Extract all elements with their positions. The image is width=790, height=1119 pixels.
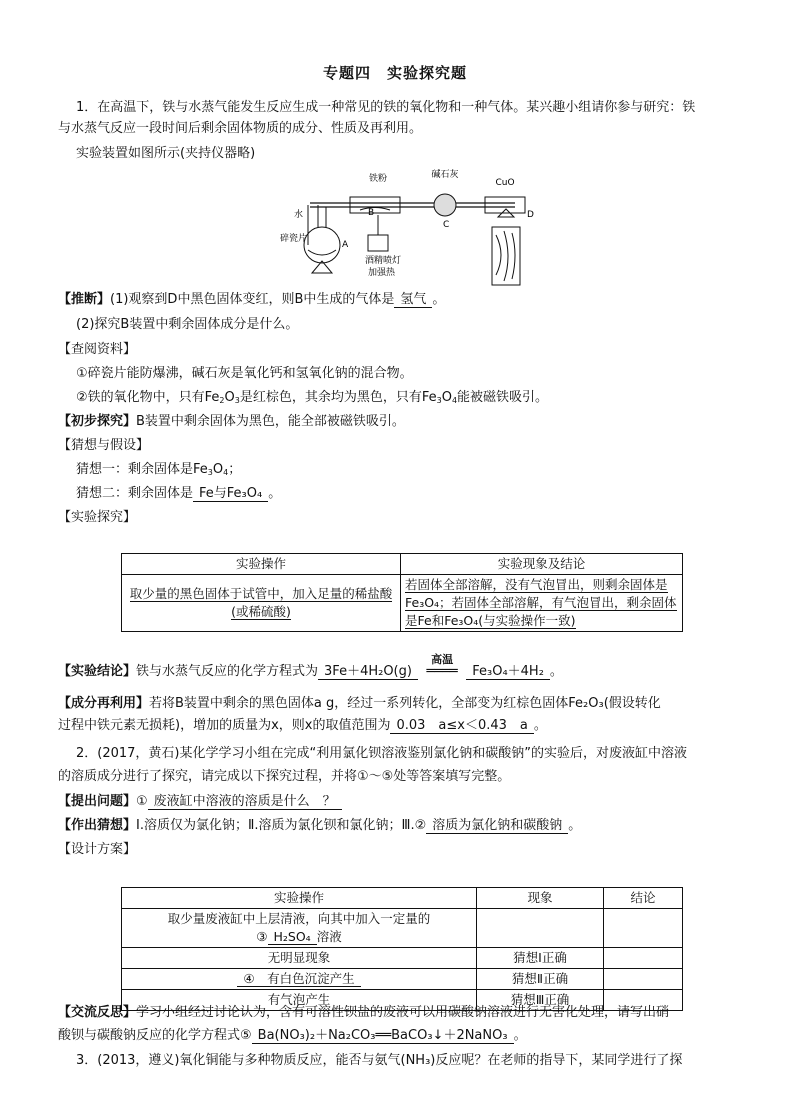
q2-table-header-op: 实验操作 bbox=[122, 888, 477, 909]
apparatus-diagram bbox=[280, 165, 540, 290]
reuse-line1: 【成分再利用】若将B装置中剩余的黑色固体a g，经过一系列转化，全部变为红棕色固体Fe₂O₃(假设转化 bbox=[58, 696, 661, 711]
initial-line: 【初步探究】B装置中剩余固体为黑色，能全部被磁铁吸引。 bbox=[58, 414, 405, 429]
q1-table-result: 若固体全部溶解，没有气泡冒出，则剩余固体是Fe₃O₄；若固体全部溶解，有气泡冒出，剩余固体是Fe和Fe₃O₄(与实验操作一致) bbox=[401, 575, 683, 632]
q2-ask-line: 【提出问题】① 废液缸中溶液的溶质是什么 ？ bbox=[58, 792, 750, 812]
iron-powder-label: 铁粉 bbox=[368, 174, 388, 184]
q2-line1: 2．(2017，黄石)某化学学习小组在完成“利用氯化钡溶液鉴别氯化钠和碳酸钠”的实验后，对废液缸中溶液 bbox=[76, 746, 687, 761]
infer2-line: (2)探究B装置中剩余固体成分是什么。 bbox=[76, 317, 299, 332]
q1-line1: 1．在高温下，铁与水蒸气能发生反应生成一种常见的铁的氧化物和一种气体。某兴趣小组请你参与研究：铁 bbox=[76, 100, 696, 115]
q2-guess-line: 【作出猜想】Ⅰ.溶质仅为氯化钠；Ⅱ.溶质为氯化钡和氯化钠；Ⅲ.② 溶质为氯化钠和碳酸钠 。 bbox=[58, 818, 582, 833]
ref-label: 【查阅资料】 bbox=[58, 342, 137, 357]
guess2-line: 猜想二：剩余固体是 Fe与Fe₃O₄ 。 bbox=[76, 486, 282, 501]
q2-table-op: 取少量废液缸中上层清液，向其中加入一定量的 ③ H₂SO₄ 溶液 bbox=[122, 909, 477, 948]
q2-reflect-line2: 酸钡与碳酸钠反应的化学方程式⑤ Ba(NO₃)₂＋Na₂CO₃══BaCO₃↓＋2NaNO₃ 。 bbox=[58, 1028, 527, 1043]
q1-table-header-result: 实验现象及结论 bbox=[401, 554, 683, 575]
water-label: 水 bbox=[294, 210, 304, 220]
q1-table bbox=[121, 553, 683, 632]
page-title: 专题四 实验探究题 bbox=[322, 64, 467, 82]
infer-line: 【推断】(1)观察到D中黑色固体变红，则B中生成的气体是 氢气 。 bbox=[58, 292, 446, 307]
ref2-line: ②铁的氧化物中，只有$Fe_2O_3$是红棕色，其余均为黑色，只有$Fe_3O_4$能被磁铁吸引。 bbox=[76, 390, 549, 405]
q2-table-header-concl: 结论 bbox=[604, 888, 683, 909]
soda-lime-label: 碱石灰 bbox=[431, 170, 459, 180]
q1-table-header-op: 实验操作 bbox=[122, 554, 401, 575]
lamp-label-2: 加强热 bbox=[368, 268, 396, 278]
exp-label: 【实验探究】 bbox=[58, 510, 137, 525]
q2-reflect-line1: 【交流反思】学习小组经过讨论认为，含有可溶性钡盐的废液可以用碳酸钠溶液进行无害化处理，请写出硝 bbox=[58, 1005, 670, 1020]
label-b: B bbox=[368, 208, 375, 218]
table-row: 无明显现象 猜想Ⅰ正确 bbox=[122, 948, 683, 969]
q1-table-op: 取少量的黑色固体于试管中，加入足量的稀盐酸(或稀硫酸) bbox=[122, 575, 401, 632]
guess-label: 【猜想与假设】 bbox=[58, 438, 150, 453]
table-row: ④ 有白色沉淀产生 猜想Ⅱ正确 bbox=[122, 969, 683, 990]
porcelain-label: 碎瓷片 bbox=[280, 234, 308, 244]
conclusion-line: 【实验结论】铁与水蒸气反应的化学方程式为 3Fe＋4H₂O(g) 高温 ════ Fe₃O₄＋4H₂ 。 bbox=[58, 653, 563, 679]
q2-table bbox=[121, 887, 683, 1011]
q1-line2: 与水蒸气反应一段时间后剩余固体物质的成分、性质及再利用。 bbox=[58, 121, 423, 136]
ref1-line: ①碎瓷片能防爆沸，碱石灰是氧化钙和氢氧化钠的混合物。 bbox=[76, 366, 413, 381]
q2-line2: 的溶质成分进行了探究，请完成以下探究过程，并将①～⑤处等答案填写完整。 bbox=[58, 769, 511, 784]
lamp-label-1: 酒精喷灯 bbox=[365, 256, 402, 266]
reuse-line2: 过程中铁元素无损耗)，增加的质量为x，则x的取值范围为 0.03 a≤x＜0.43 a 。 bbox=[58, 718, 547, 733]
label-d: D bbox=[527, 210, 534, 220]
q1-line3: 实验装置如图所示(夹持仪器略) bbox=[76, 146, 256, 161]
label-a: A bbox=[342, 240, 349, 250]
q2-table-header-obs: 现象 bbox=[477, 888, 604, 909]
cuo-label: CuO bbox=[495, 178, 515, 188]
table-row: 有气泡产生 猜想Ⅲ正确 bbox=[122, 990, 683, 1011]
q2-design-label: 【设计方案】 bbox=[58, 842, 137, 857]
q3-line1: 3．(2013，遵义)氧化铜能与多种物质反应，能否与氨气(NH₃)反应呢？在老师的指导下，某同学进行了探 bbox=[76, 1053, 683, 1068]
guess1-line: 猜想一：剩余固体是$Fe_3O_4$； bbox=[76, 462, 242, 477]
label-c: C bbox=[443, 220, 450, 230]
